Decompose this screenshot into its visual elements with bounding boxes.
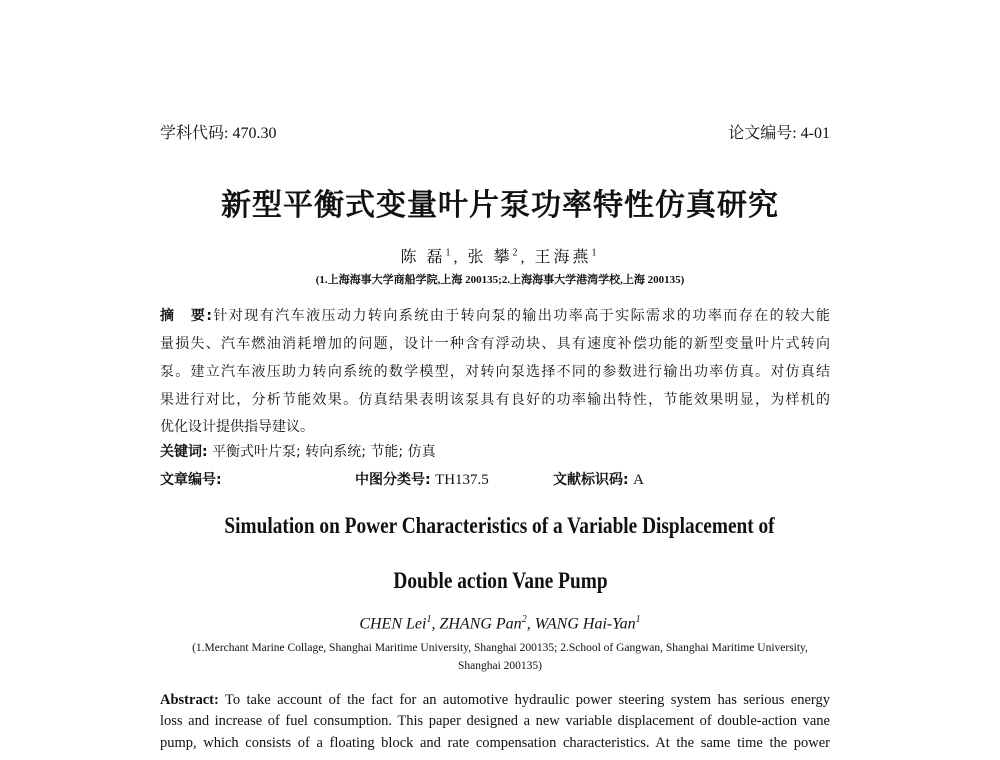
title-en-line2 bbox=[0, 568, 1000, 594]
abstract-en-line: pump, which consists of a floating block and rate compensation characteristics. At the same time the power bbox=[160, 735, 830, 751]
abstract-cn-line: 泵。建立汽车液压助力转向系统的数学模型，对转向泵选择不同的参数进行输出功率仿真。对仿真结 bbox=[160, 364, 830, 380]
title-en-text: Double action Vane Pump bbox=[392, 568, 608, 593]
abstract-cn-line bbox=[160, 305, 830, 325]
clc-label: 中图分类号: bbox=[355, 472, 431, 488]
abstract-text: 针对现有汽车液压动力转向系统由于转向泵的输出功率高于实际需求的功率而存在的较大能 bbox=[211, 308, 830, 324]
abstract-cn-line: 果进行对比，分析节能效果。仿真结果表明该泵具有良好的功率输出特性，节能效果明显，为样机的 bbox=[160, 392, 830, 408]
abstract-en-label: Abstract: bbox=[160, 692, 219, 708]
keywords-label: 关键词: bbox=[160, 444, 208, 460]
author: 张 攀 bbox=[467, 249, 513, 266]
abstract-en-line bbox=[160, 692, 830, 709]
author-sup: 2 bbox=[512, 247, 521, 259]
keywords-value: 平衡式叶片泵; 转向系统; 节能; 仿真 bbox=[212, 444, 436, 460]
paper-number: 论文编号: 4-01 bbox=[728, 125, 830, 142]
author: 王海燕 bbox=[534, 249, 592, 266]
author-sup: 1 bbox=[445, 247, 454, 259]
clc bbox=[355, 469, 489, 489]
subject-code: 学科代码: 470.30 bbox=[160, 125, 277, 142]
affiliation-en-line: (1.Merchant Marine Collage, Shanghai Maritime University, Shanghai 200135; 2.School of Gangwan, Shanghai Maritime University, bbox=[192, 642, 808, 654]
abstract-cn-label: 摘 要: bbox=[160, 308, 212, 324]
abstract-cn-line: 量损失、汽车燃油消耗增加的问题，设计一种含有浮动块、具有速度补偿功能的新型变量叶片式转向 bbox=[160, 336, 830, 352]
title-cn: 新型平衡式变量叶片泵功率特性仿真研究 bbox=[221, 188, 779, 223]
affiliation-cn: (1.上海海事大学商船学院,上海 200135;2.上海海事大学港湾学校,上海 200135) bbox=[315, 274, 685, 286]
author-sup: 1 bbox=[635, 614, 641, 625]
doc-code-value: A bbox=[633, 472, 644, 488]
authors-cn: 陈 磊$^1$, 张 攀$^2$, 王海燕$^1$ bbox=[400, 247, 600, 266]
title-en-text: Simulation on Power Characteristics of a Variable Displacement of bbox=[224, 513, 776, 538]
author: WANG Hai-Yan bbox=[534, 615, 636, 633]
author-sup: 1 bbox=[426, 614, 432, 625]
doc-code-label: 文献标识码: bbox=[553, 472, 629, 488]
author-sup: 1 bbox=[591, 247, 600, 259]
keywords-cn bbox=[160, 441, 830, 461]
title-en-line1 bbox=[0, 513, 1000, 539]
abstract-text: To take account of the fact for an automotive hydraulic power steering system has serious energy bbox=[224, 692, 830, 708]
doc-code bbox=[553, 469, 644, 489]
abstract-en-line: loss and increase of fuel consumption. This paper designed a new variable displacement of double-action vane bbox=[160, 713, 830, 729]
abstract-cn-line: 优化设计提供指导建议。 bbox=[160, 419, 314, 435]
author: 陈 磊 bbox=[400, 249, 446, 266]
affiliation-en-line: Shanghai 200135) bbox=[457, 660, 542, 672]
author: CHEN Lei bbox=[359, 615, 427, 633]
article-no-label: 文章编号: bbox=[160, 472, 222, 488]
author-sup: 2 bbox=[521, 614, 527, 625]
authors-en: CHEN Lei$^1$, ZHANG Pan$^2$, WANG Hai-Yan$^1$ bbox=[359, 614, 641, 633]
clc-value: TH137.5 bbox=[435, 472, 489, 488]
author: ZHANG Pan bbox=[439, 615, 522, 633]
